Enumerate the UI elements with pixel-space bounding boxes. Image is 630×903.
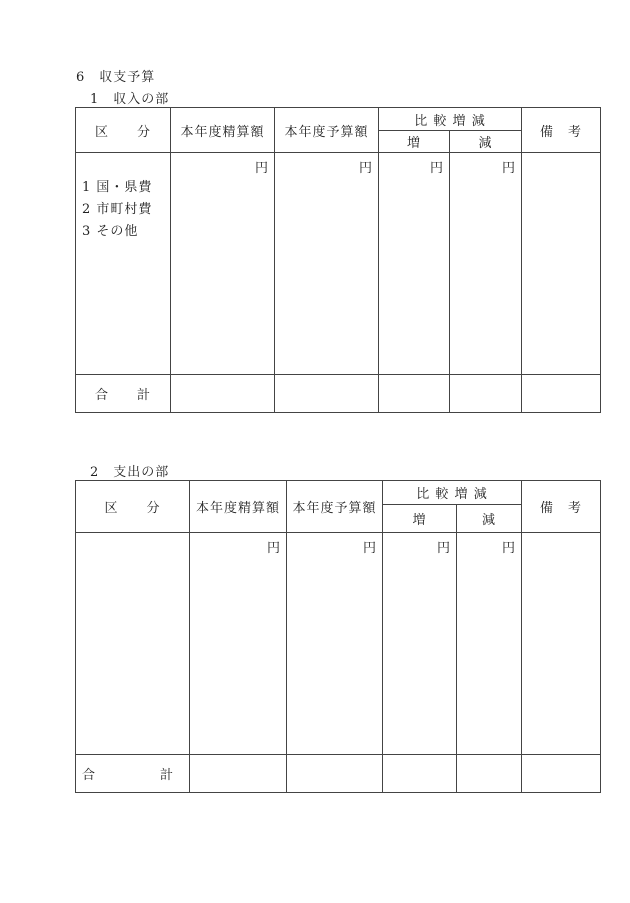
income-total-settled [171,375,275,413]
expense-unit-settled: 円 [190,533,287,755]
expense-unit-decrease: 円 [457,533,522,755]
income-total-budget [275,375,379,413]
expense-header-decrease: 減 [457,505,522,533]
expense-total-decrease [457,755,522,793]
income-total-increase [379,375,450,413]
income-unit-budget: 円 [275,153,379,375]
income-header-increase: 増 [379,131,450,153]
expense-header-category: 区 分 [76,481,190,533]
expense-table [75,480,601,793]
expense-heading: 2 支出の部 [90,465,170,480]
income-header-decrease: 減 [450,131,522,153]
income-item: 1 国・県費 [82,180,153,195]
expense-remarks-cell [522,533,601,755]
expense-header-budget: 本年度予算額 [287,481,383,533]
income-total-remarks [522,375,601,413]
income-header-category: 区 分 [76,108,171,153]
expense-items-cell [76,533,190,755]
expense-header-settled: 本年度精算額 [190,481,287,533]
income-header-remarks: 備 考 [522,108,601,153]
expense-header-remarks: 備 考 [522,481,601,533]
income-header-compare: 比 較 増 減 [379,108,522,131]
income-item: 3 その他 [82,224,139,239]
income-items-cell [76,153,171,375]
expense-unit-budget: 円 [287,533,383,755]
expense-header-increase: 増 [383,505,457,533]
expense-total-remarks [522,755,601,793]
section-heading: 6 収支予算 [76,70,156,85]
expense-total-budget [287,755,383,793]
income-unit-increase: 円 [379,153,450,375]
expense-total-settled [190,755,287,793]
income-unit-decrease: 円 [450,153,522,375]
expense-header-compare: 比 較 増 減 [383,481,522,505]
income-item: 2 市町村費 [82,202,153,217]
income-remarks-cell [522,153,601,375]
expense-total-increase [383,755,457,793]
income-total-label: 合 計 [76,375,171,413]
income-header-budget: 本年度予算額 [275,108,379,153]
expense-unit-increase: 円 [383,533,457,755]
income-total-decrease [450,375,522,413]
income-table [75,107,601,413]
income-heading: 1 収入の部 [90,92,170,107]
expense-total-label: 合 計 [76,755,190,793]
income-header-settled: 本年度精算額 [171,108,275,153]
income-unit-settled: 円 [171,153,275,375]
